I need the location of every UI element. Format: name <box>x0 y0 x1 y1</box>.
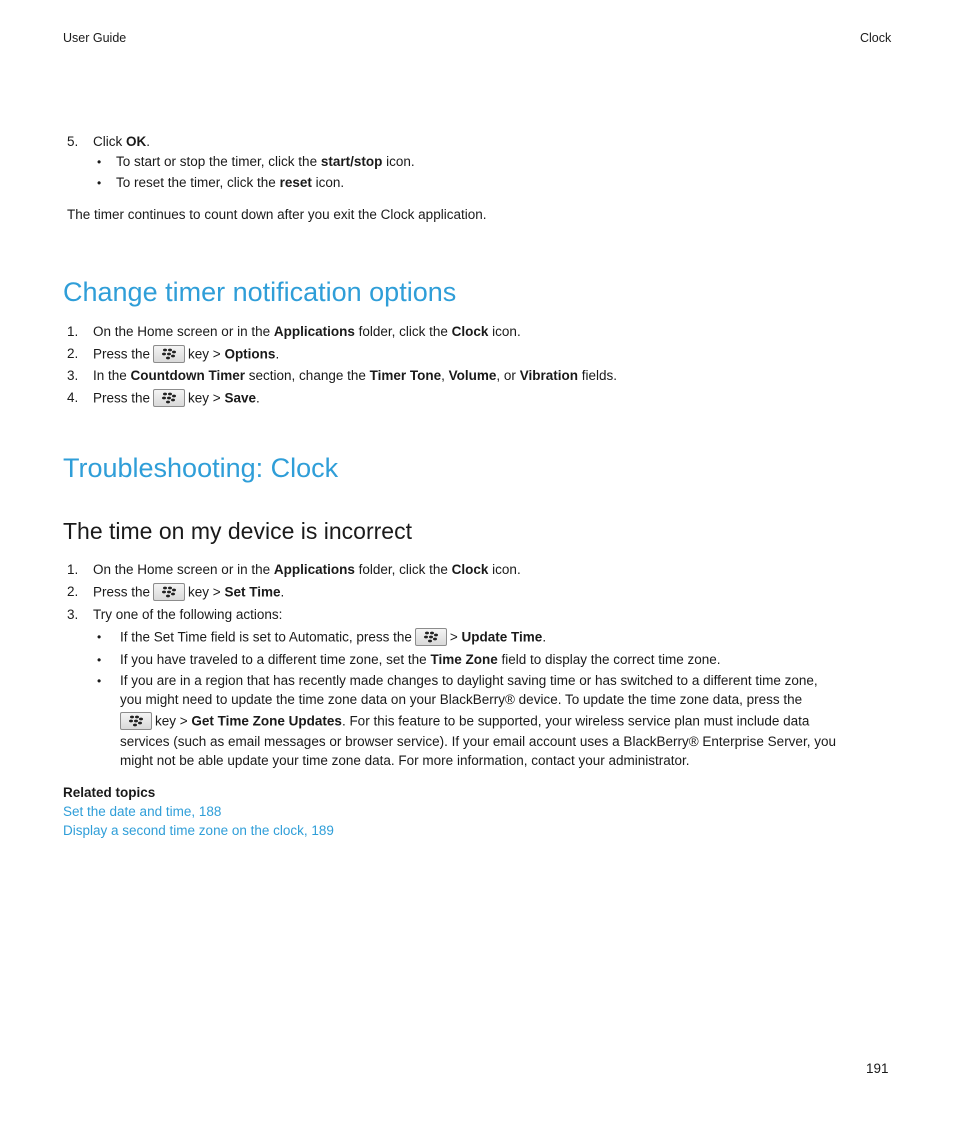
bullet-dst-line-3: key > Get Time Zone Updates. For this feature to be supported, your wireless service plan must include data <box>117 713 809 731</box>
step-number: 5. <box>67 134 79 149</box>
bullet-dot: • <box>97 674 102 688</box>
bullet-dst-line-5: might not be able update your time zone data. For more information, contact your administrator. <box>120 753 690 768</box>
bullet-reset: To reset the timer, click the reset icon. <box>116 175 345 190</box>
blackberry-menu-key-icon <box>153 583 185 601</box>
bullet-dst-line-4: services (such as email messages or browser service). If your email account uses a BlackBerry® Enterprise Server, you <box>120 734 836 749</box>
bullet-dst-line-1: If you are in a region that has recently made changes to daylight saving time or has switched to a different time zone, <box>120 673 818 688</box>
related-topics-label: Related topics <box>63 785 156 800</box>
timer-note: The timer continues to count down after you exit the Clock application. <box>67 207 487 222</box>
related-link-date-time[interactable]: Set the date and time, 188 <box>63 804 222 819</box>
step-1: On the Home screen or in the Applications folder, click the Clock icon. <box>93 324 521 339</box>
blackberry-menu-key-icon <box>120 712 152 730</box>
step-number: 4. <box>67 390 79 405</box>
step-number: 1. <box>67 562 79 577</box>
blackberry-menu-key-icon <box>415 628 447 646</box>
bullet-start-stop: To start or stop the timer, click the start/stop icon. <box>116 154 415 169</box>
step-number: 3. <box>67 607 79 622</box>
page-number: 191 <box>866 1061 889 1076</box>
step-number: 1. <box>67 324 79 339</box>
step-number: 3. <box>67 368 79 383</box>
header-right: Clock <box>860 31 892 45</box>
step-3: Try one of the following actions: <box>93 607 283 622</box>
bullet-update-time: If the Set Time field is set to Automatic, press the > Update Time. <box>120 629 547 645</box>
step-4: Press the key > Save. <box>93 390 260 406</box>
bullet-time-zone: If you have traveled to a different time zone, set the Time Zone field to display the correct time zone. <box>120 652 721 667</box>
blackberry-menu-key-icon <box>153 389 185 407</box>
step-3: In the Countdown Timer section, change the Timer Tone, Volume, or Vibration fields. <box>93 368 617 383</box>
bullet-dot: • <box>97 630 102 644</box>
bullet-dst-line-2: you might need to update the time zone data on your BlackBerry® device. To update the time zone data, press the <box>120 692 803 707</box>
step-5: Click OK. <box>93 134 151 149</box>
section-title-troubleshooting: Troubleshooting: Clock <box>63 453 339 483</box>
subsection-title: The time on my device is incorrect <box>63 518 412 544</box>
blackberry-menu-key-icon <box>153 345 185 363</box>
header-left: User Guide <box>63 31 127 45</box>
bullet-dot: • <box>97 653 102 667</box>
step-number: 2. <box>67 346 79 361</box>
step-number: 2. <box>67 584 79 599</box>
step-1: On the Home screen or in the Applications folder, click the Clock icon. <box>93 562 521 577</box>
step-2: Press the key > Options. <box>93 346 280 362</box>
step-2: Press the key > Set Time. <box>93 584 285 600</box>
bullet-dot: • <box>97 155 102 169</box>
bullet-dot: • <box>97 176 102 190</box>
section-title-change-timer: Change timer notification options <box>63 277 457 307</box>
related-link-second-time-zone[interactable]: Display a second time zone on the clock, 189 <box>63 823 334 838</box>
